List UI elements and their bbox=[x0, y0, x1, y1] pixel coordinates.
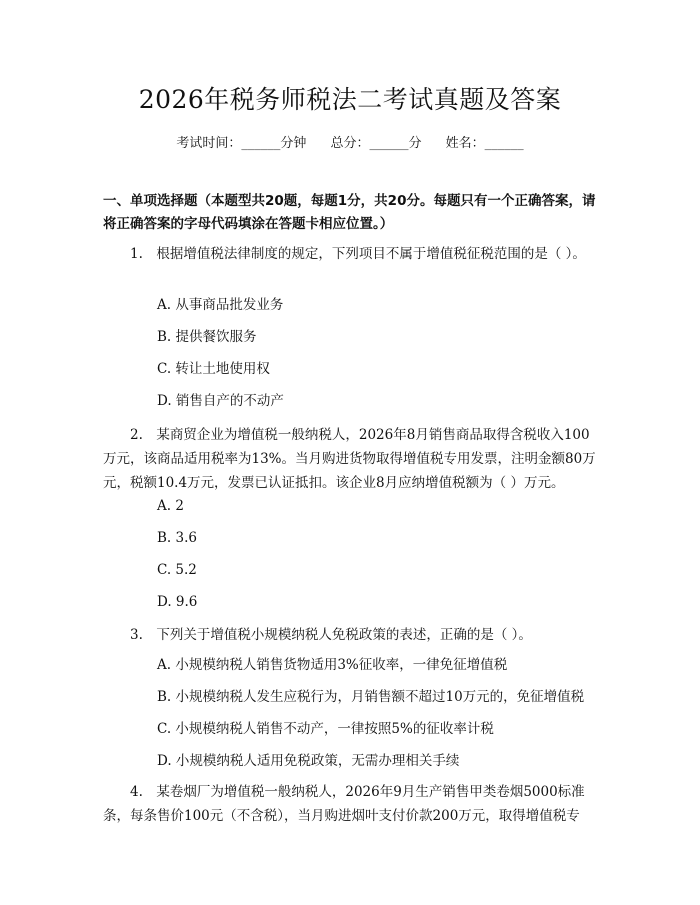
total-score-field: 总分：______分 bbox=[330, 136, 422, 151]
question-2-option-b: B. 3.6 bbox=[157, 530, 197, 546]
question-2-option-d: D. 9.6 bbox=[157, 594, 198, 610]
question-3-option-b: B. 小规模纳税人发生应税行为，月销售额不超过10万元的，免征增值税 bbox=[157, 689, 585, 705]
question-2-option-c: C. 5.2 bbox=[157, 562, 197, 578]
candidate-name-field: 姓名：______ bbox=[445, 136, 524, 151]
question-1-option-b: B. 提供餐饮服务 bbox=[157, 329, 257, 345]
question-3-option-d: D. 小规模纳税人适用免税政策，无需办理相关手续 bbox=[157, 753, 460, 769]
question-2-option-a: A. 2 bbox=[157, 498, 184, 514]
question-1-option-c: C. 转让土地使用权 bbox=[157, 361, 270, 377]
question-1-option-d: D. 销售自产的不动产 bbox=[157, 393, 284, 409]
section-heading: 一、单项选择题（本题型共20题，每题1分，共20分。每题只有一个正确答案，请将正确答案的字母代码填涂在答题卡相应位置。） bbox=[103, 193, 596, 232]
question-3-option-c: C. 小规模纳税人销售不动产，一律按照5%的征收率计税 bbox=[157, 721, 494, 737]
exam-info-line bbox=[0, 132, 700, 151]
question-3-stem: 3. 下列关于增值税小规模纳税人免税政策的表述，正确的是（ ）。 bbox=[130, 627, 532, 643]
question-3-option-a: A. 小规模纳税人销售货物适用3%征收率，一律免征增值税 bbox=[157, 657, 508, 673]
document-title: 2026年税务师税法二考试真题及答案 bbox=[138, 85, 562, 114]
question-4-stem: 4. 某卷烟厂为增值税一般纳税人，2026年9月生产销售甲类卷烟5000标准条，每条售价100元（不含税），当月购进烟叶支付价款200万元，取得增值税专 bbox=[103, 784, 585, 824]
question-1-option-a: A. 从事商品批发业务 bbox=[157, 297, 284, 313]
question-1-stem: 1. 根据增值税法律制度的规定，下列项目不属于增值税征税范围的是（ ）。 bbox=[130, 246, 586, 262]
question-2-stem: 2. 某商贸企业为增值税一般纳税人，2026年8月销售商品取得含税收入100万元，该商品适用税率为13%。当月购进货物取得增值税专用发票，注明金额80万元，税额10.4万元，发票已认证抵扣。该企业8月应纳增值税额为（ ）万元。 bbox=[103, 427, 596, 491]
exam-time-field: 考试时间：______分钟 bbox=[176, 136, 307, 151]
